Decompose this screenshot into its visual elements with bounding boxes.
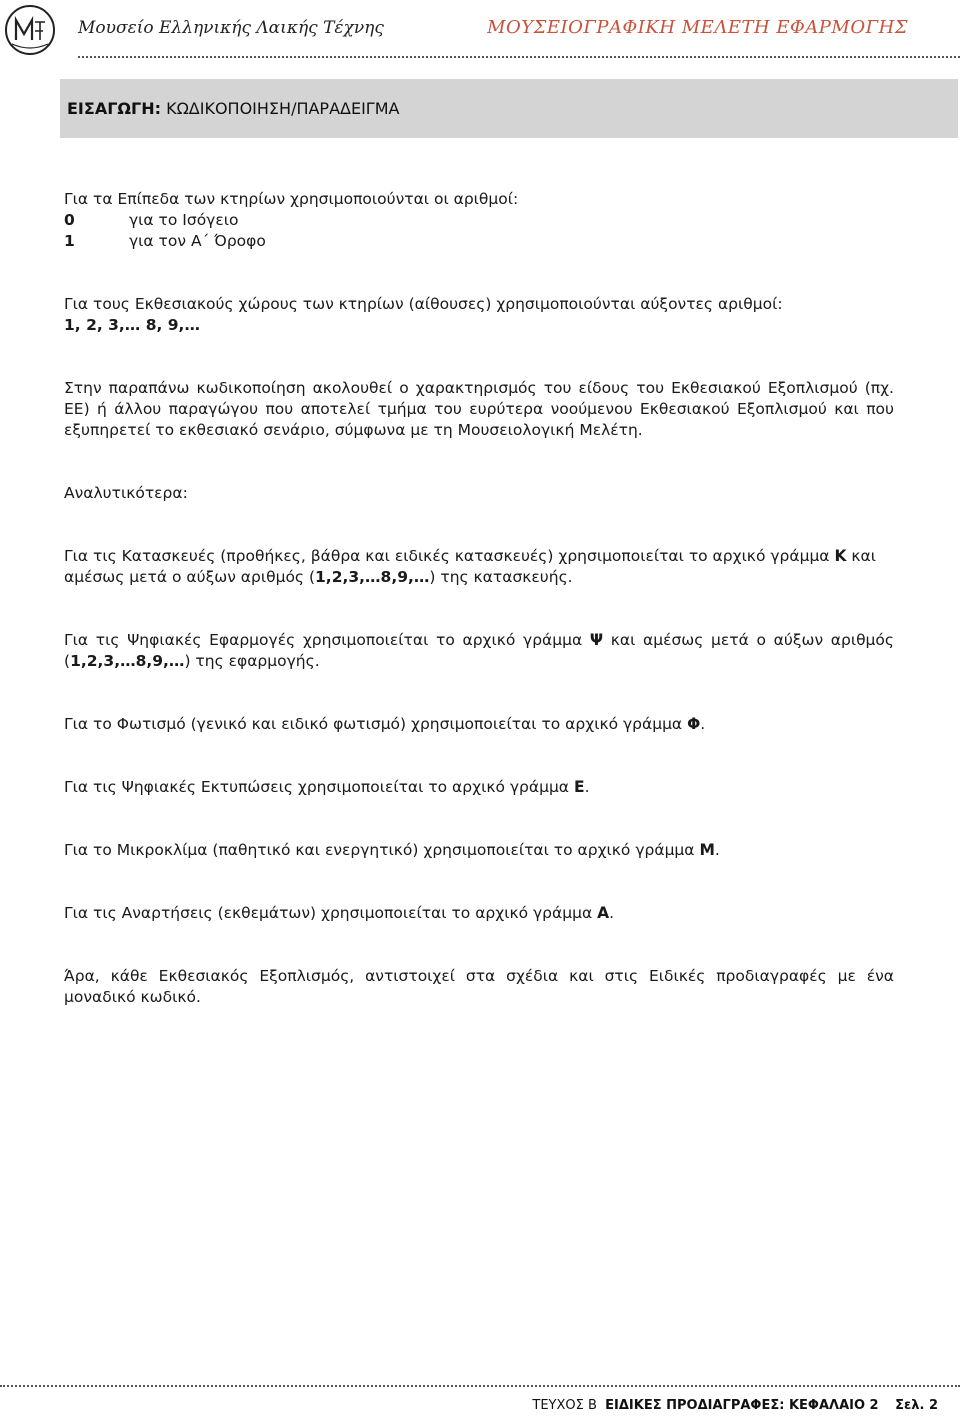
level-number: 1 xyxy=(64,232,75,250)
microclimate-letter: Μ xyxy=(699,841,715,859)
level-item xyxy=(64,231,894,252)
rooms-numbers: 1, 2, 3,… 8, 9,… xyxy=(64,316,200,334)
document-body xyxy=(64,189,894,1008)
banner-title xyxy=(67,99,399,118)
rooms-intro: Για τους Εκθεσιακούς χώρους των κτηρίων (αίθουσες) χρησιμοποιούνται αύξοντες αριθμοί: xyxy=(64,295,783,313)
conclusion-paragraph: Άρα, κάθε Εκθεσιακός Εξοπλισμός, αντιστοιχεί στα σχέδια και στις Ειδικές προδιαγραφές με ένα μοναδικό κωδικό. xyxy=(64,967,894,1006)
level-number: 0 xyxy=(64,211,75,229)
header-divider xyxy=(78,56,960,58)
museum-logo xyxy=(4,4,56,56)
lighting-rule: Για το Φωτισμό (γενικό και ειδικό φωτισμό) χρησιμοποιείται το αρχικό γράμμα Φ. xyxy=(64,715,706,733)
footer-divider xyxy=(0,1385,960,1387)
microclimate-rule: Για το Μικροκλίμα (παθητικό και ενεργητικό) χρησιμοποιείται το αρχικό γράμμα Μ. xyxy=(64,841,720,859)
hangings-letter: Α xyxy=(597,904,610,922)
digital-apps-letter: Ψ xyxy=(589,631,604,649)
details-label: Αναλυτικότερα: xyxy=(64,484,188,502)
digital-apps-rule: Για τις Ψηφιακές Εφαρμογές χρησιμοποιείται το αρχικό γράμμα Ψ και αμέσως μετά ο αύξων αριθμός (1,2,3,…8,9,…) της εφαρμογής. xyxy=(64,631,894,670)
constructions-rule: Για τις Κατασκευές (προθήκες, βάθρα και ειδικές κατασκευές) χρησιμοποιείται το αρχικό γράμμα Κ και αμέσως μετά ο αύξων αριθμός (1,2,3,…8,9,…) της κατασκευής. xyxy=(64,547,876,586)
level-text: για το Ισόγειο xyxy=(129,211,239,229)
page-footer xyxy=(532,1398,938,1413)
page-number: Σελ. 2 xyxy=(895,1398,938,1413)
banner-label: ΕΙΣΑΓΩΓΗ: xyxy=(67,99,161,118)
level-item xyxy=(64,210,894,231)
page-header xyxy=(0,0,960,62)
constructions-letter: Κ xyxy=(834,547,847,565)
footer-volume: ΤΕΥΧΟΣ Β xyxy=(532,1398,597,1413)
level-text: για τον Α΄ Όροφο xyxy=(129,232,266,250)
museum-name: Μουσείο Ελληνικής Λαικής Τέχνης xyxy=(78,18,384,38)
banner-text: ΚΩΔΙΚΟΠΟΙΗΣΗ/ΠΑΡΑΔΕΙΓΜΑ xyxy=(166,99,400,118)
study-title: ΜΟΥΣΕΙΟΓΡΑΦΙΚΗ ΜΕΛΕΤΗ ΕΦΑΡΜΟΓΗΣ xyxy=(487,17,908,38)
lighting-letter: Φ xyxy=(687,715,701,733)
coding-paragraph: Στην παραπάνω κωδικοποίηση ακολουθεί ο χαρακτηρισμός του είδους του Εκθεσιακού Εξοπλισμού (πχ. ΕΕ) ή άλλου παραγώγου που αποτελεί τμήμα του ευρύτερα νοούμενου Εκθεσιακού Εξοπλισμού και που εξυπηρετεί το εκθεσιακό σενάριο, σύμφωνα με τη Μουσειολογική Μελέτη. xyxy=(64,379,894,439)
levels-intro: Για τα Επίπεδα των κτηρίων χρησιμοποιούνται οι αριθμοί: xyxy=(64,190,519,208)
footer-chapter: ΕΙΔΙΚΕΣ ΠΡΟΔΙΑΓΡΑΦΕΣ: ΚΕΦΑΛΑΙΟ 2 xyxy=(605,1398,879,1413)
prints-rule: Για τις Ψηφιακές Εκτυπώσεις χρησιμοποιείται το αρχικό γράμμα Ε. xyxy=(64,778,590,796)
prints-letter: Ε xyxy=(573,778,585,796)
section-banner xyxy=(60,79,958,138)
hangings-rule: Για τις Αναρτήσεις (εκθεμάτων) χρησιμοποιείται το αρχικό γράμμα Α. xyxy=(64,904,615,922)
